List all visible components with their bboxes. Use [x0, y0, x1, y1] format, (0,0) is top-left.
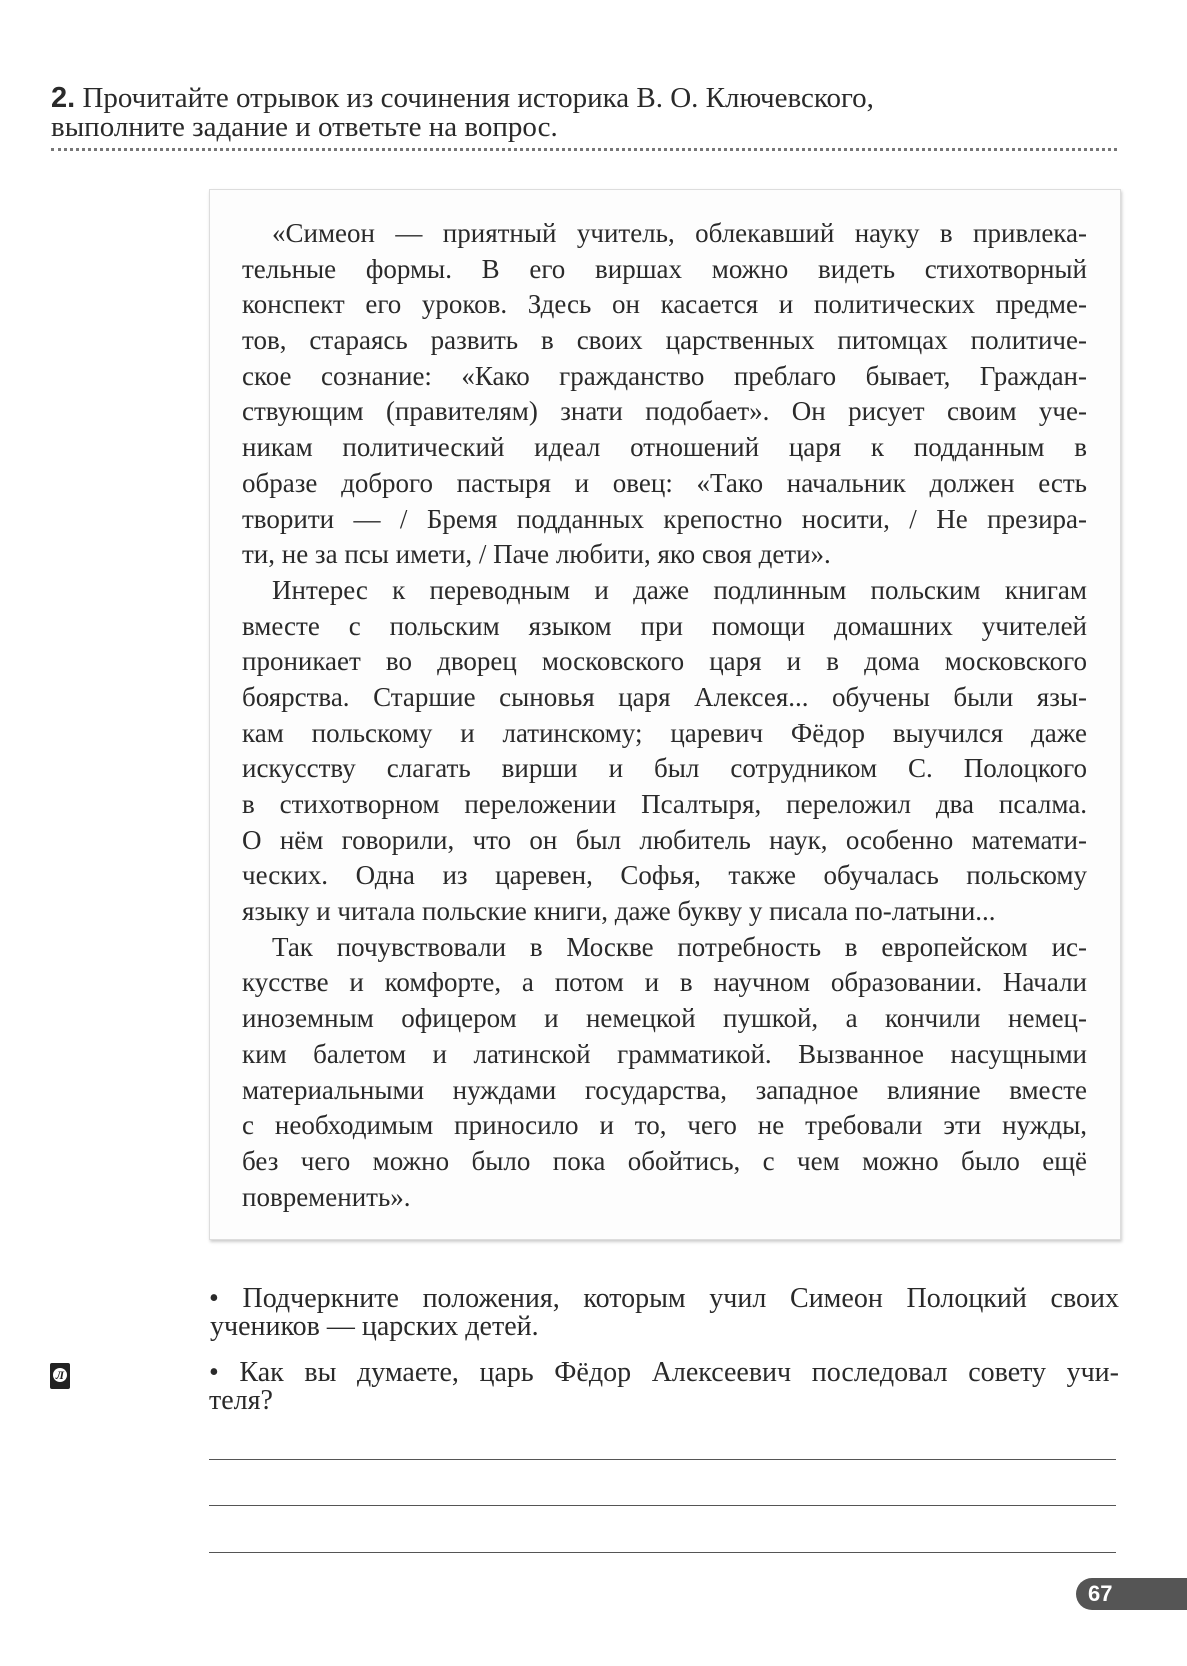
bullet-line: учеников — царских детей. [210, 1311, 539, 1342]
quote-line: конспект его уроков. Здесь он касается и политических предме- [242, 289, 1087, 320]
dotted-divider [51, 148, 1117, 151]
bullet-line: • Как вы думаете, царь Фёдор Алексеевич последовал совету учи- [209, 1357, 1119, 1388]
bullet-question [209, 1359, 1119, 1415]
quote-line: ким балетом и латинской грамматикой. Вызванное насущными [242, 1038, 1087, 1069]
quote-line: вместе с польским языком при помощи домашних учителей [242, 610, 1087, 641]
quote-line: кам польскому и латинскому; царевич Фёдор выучился даже [242, 717, 1087, 748]
task-heading [51, 84, 1121, 142]
quote-line: искусству слагать вирши и был сотрудником С. Полоцкого [242, 753, 1087, 784]
bullet-line: теля? [209, 1385, 273, 1416]
quote-line: О нём говорили, что он был любитель наук, особенно математи- [242, 824, 1087, 855]
answer-line[interactable] [209, 1505, 1116, 1506]
answer-line[interactable] [209, 1459, 1116, 1460]
bullet-underline-task [209, 1285, 1119, 1341]
quote-line: Интерес к переводным и даже подлинным польским книгам [272, 574, 1087, 605]
quote-line: кусстве и комфорте, а потом и в научном образовании. Начали [242, 967, 1087, 998]
quote-line: ческих. Одна из царевен, Софья, также обучалась польскому [242, 860, 1087, 891]
task-text-1: Прочитайте отрывок из сочинения историка В. О. Ключевского, [82, 82, 874, 114]
quote-text [242, 216, 1087, 1215]
quote-line: в стихотворном переложении Псалтыря, переложил два псалма. [242, 789, 1087, 819]
page-number: 67 [1088, 1581, 1113, 1606]
quote-line: тов, стараясь развить в своих царственных питомцах политиче- [242, 325, 1087, 356]
tasks-marker-icon [50, 1363, 70, 1389]
quote-line: без чего можно было пока обойтись, с чем можно было ещё [242, 1145, 1087, 1176]
quote-line: проникает во дворец московского царя и в дома московского [242, 646, 1087, 677]
quote-line: творити — / Бремя подданных крепостно носити, / Не презира- [242, 503, 1087, 534]
page-number-badge [1076, 1578, 1187, 1610]
quote-line: с необходимым приносило и то, чего не требовали эти нужды, [242, 1110, 1087, 1141]
task-number: 2. [51, 82, 76, 114]
quote-line: никам политический идеал отношений царя к подданным в [242, 432, 1087, 463]
task-line-2: выполните задание и ответьте на вопрос. [51, 111, 558, 143]
tasks-marker-glyph: Л [53, 1368, 67, 1382]
quote-line: ти, не за псы имети, / Паче любити, яко своя дети». [242, 539, 831, 570]
quote-line: образе доброго пастыря и овец: «Тако начальник должен есть [242, 467, 1087, 498]
quote-line: иноземным офицером и немецкой пушкой, а кончили немец- [242, 1003, 1087, 1034]
quote-line: тельные формы. В его виршах можно видеть стихотворный [242, 253, 1087, 284]
answer-line[interactable] [209, 1552, 1116, 1553]
quote-line: материальными нуждами государства, западное влияние вместе [242, 1074, 1087, 1105]
quote-line: повременить». [242, 1181, 411, 1212]
quote-line: языку и читала польские книги, даже букву у писала по-латыни... [242, 896, 996, 927]
quote-line: ское сознание: «Како гражданство преблаго бывает, Граждан- [242, 360, 1087, 391]
quote-line: Так почувствовали в Москве потребность в европейском ис- [272, 931, 1087, 962]
task-line-1 [51, 84, 1121, 113]
quote-line: боярства. Старшие сыновья царя Алексея... обучены были язы- [242, 681, 1087, 712]
quote-line: «Симеон — приятный учитель, облекавший науку в привлека- [272, 218, 1087, 248]
bullet-line: • Подчеркните положения, которым учил Симеон Полоцкий своих [209, 1283, 1119, 1314]
quote-line: ствующим (правителям) знати подобает». Он рисует своим уче- [242, 396, 1087, 427]
